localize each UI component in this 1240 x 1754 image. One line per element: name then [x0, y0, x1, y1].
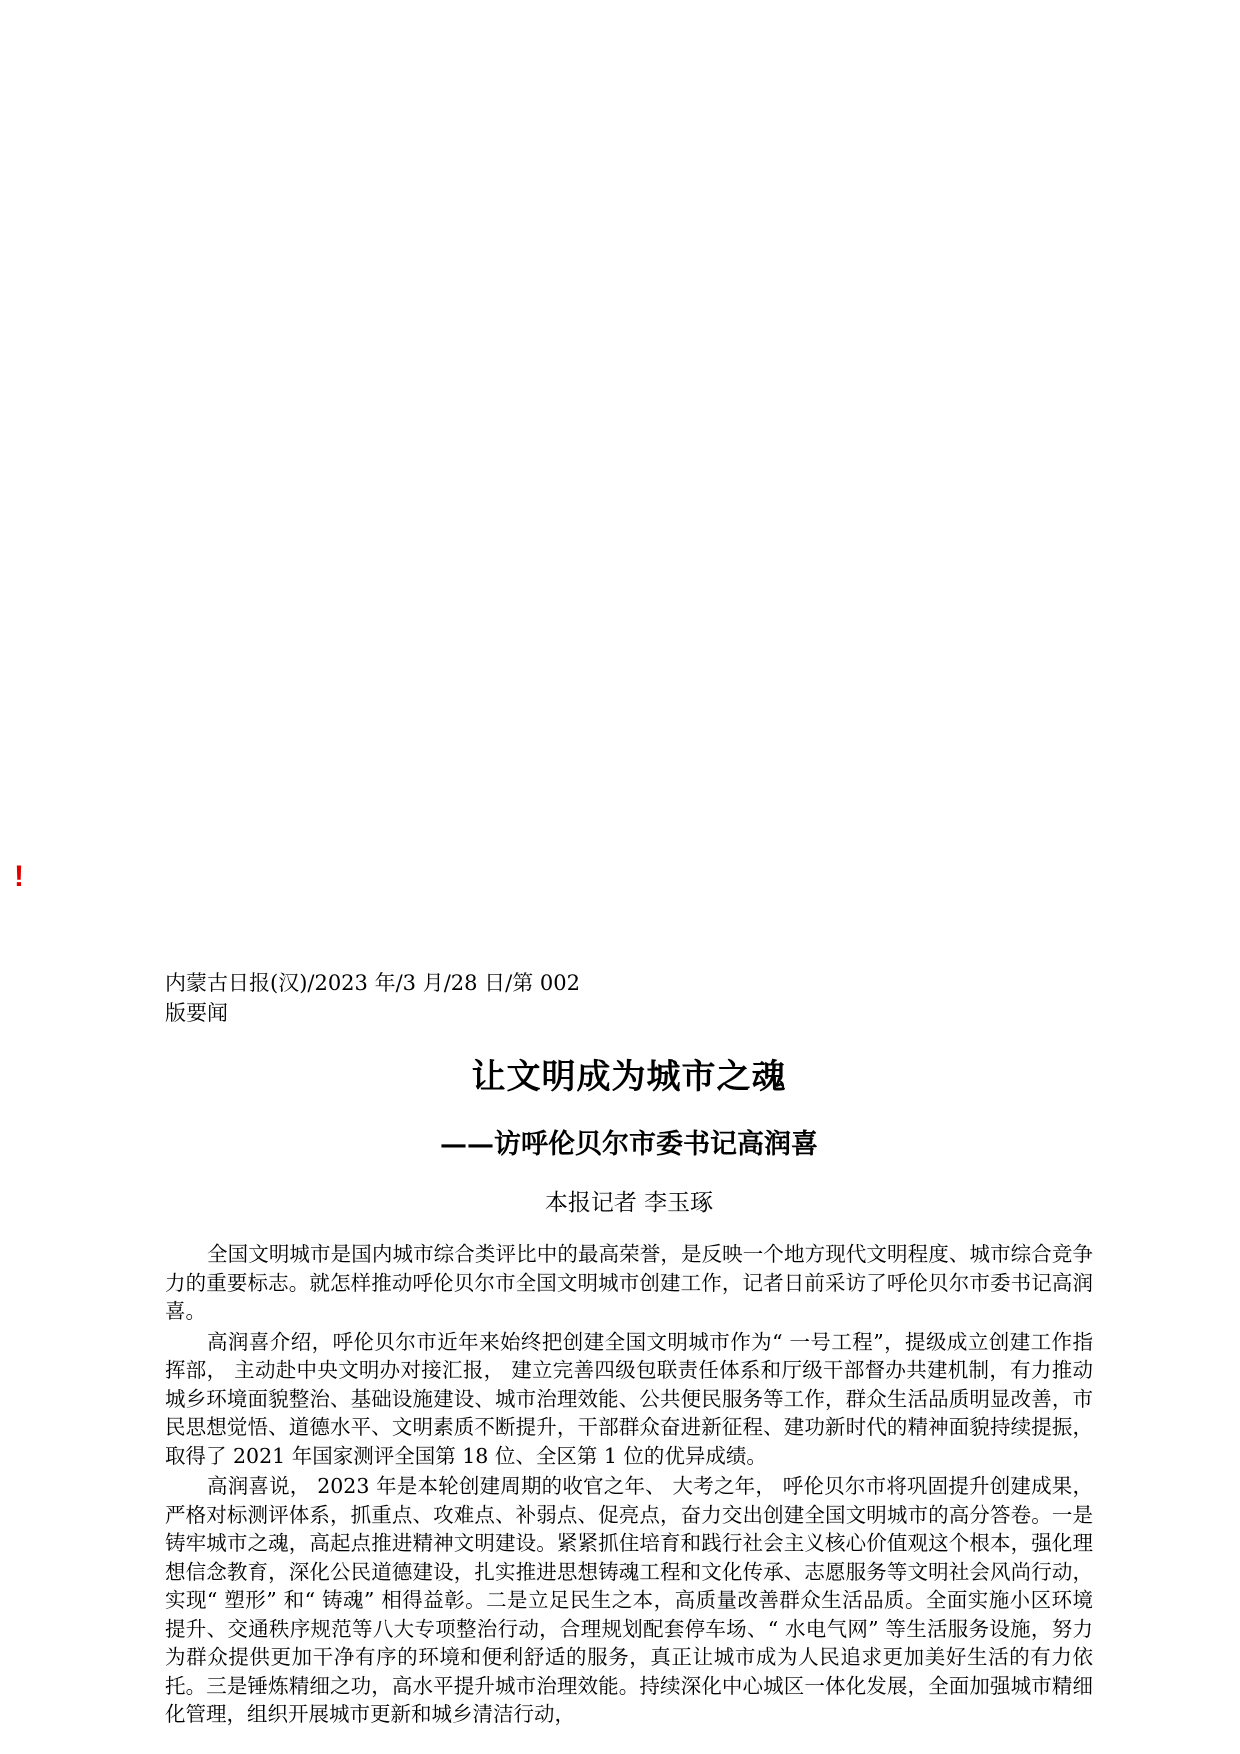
section-line: 版要闻 [165, 1001, 228, 1025]
article-title: 让文明成为城市之魂 [471, 1057, 787, 1097]
byline: 本报记者 李玉琢 [544, 1190, 714, 1216]
article-body [165, 1240, 1093, 1729]
document [165, 968, 1093, 1731]
paragraph: 全国文明城市是国内城市综合类评比中的最高荣誉，是反映一个地方现代文明程度、城市综合竞争力的重要标志。就怎样推动呼伦贝尔市全国文明城市创建工作，记者日前采访了呼伦贝尔市委书记高润喜。 [165, 1242, 1093, 1323]
source-line: 内蒙古日报(汉)/2023 年/3 月/28 日/第 002 [165, 971, 580, 995]
paragraph: 高润喜介绍，呼伦贝尔市近年来始终把创建全国文明城市作为“ 一号工程”，提级成立创建工作指挥部， 主动赴中央文明办对接汇报， 建立完善四级包联责任体系和厅级干部督办共建机制，有力推动城乡环境面貌整治、基础设施建设、城市治理效能、公共便民服务等工作，群众生活品质明显改善，市民思想觉悟、道德水平、文明素质不断提升，干部群众奋进新征程、建功新时代的精神面貌持续提振，取得了 2021 年国家测评全国第 18 位、全区第 1 位的优异成绩。 [165, 1329, 1093, 1468]
article-subtitle: ——访呼伦贝尔市委书记高润喜 [440, 1129, 818, 1160]
alert-mark: ! [14, 860, 24, 893]
paragraph: 高润喜说， 2023 年是本轮创建周期的收官之年、 大考之年， 呼伦贝尔市将巩固提升创建成果，严格对标测评体系，抓重点、攻难点、补弱点、促亮点，奋力交出创建全国文明城市的高分答卷。一是铸牢城市之魂，高起点推进精神文明建设。紧紧抓住培育和践行社会主义核心价值观这个根本，强化理想信念教育，深化公民道德建设，扎实推进思想铸魂工程和文化传承、志愿服务等文明社会风尚行动，实现“ 塑形” 和“ 铸魂” 相得益彰。二是立足民生之本，高质量改善群众生活品质。全面实施小区环境提升、交通秩序规范等八大专项整治行动，合理规划配套停车场、“ 水电气网” 等生活服务设施，努力为群众提供更加干净有序的环境和便利舒适的服务，真正让城市成为人民追求更加美好生活的有力依托。三是锤炼精细之功，高水平提升城市治理效能。持续深化中心城区一体化发展，全面加强城市精细化管理，组织开展城市更新和城乡清洁行动， [165, 1474, 1093, 1726]
